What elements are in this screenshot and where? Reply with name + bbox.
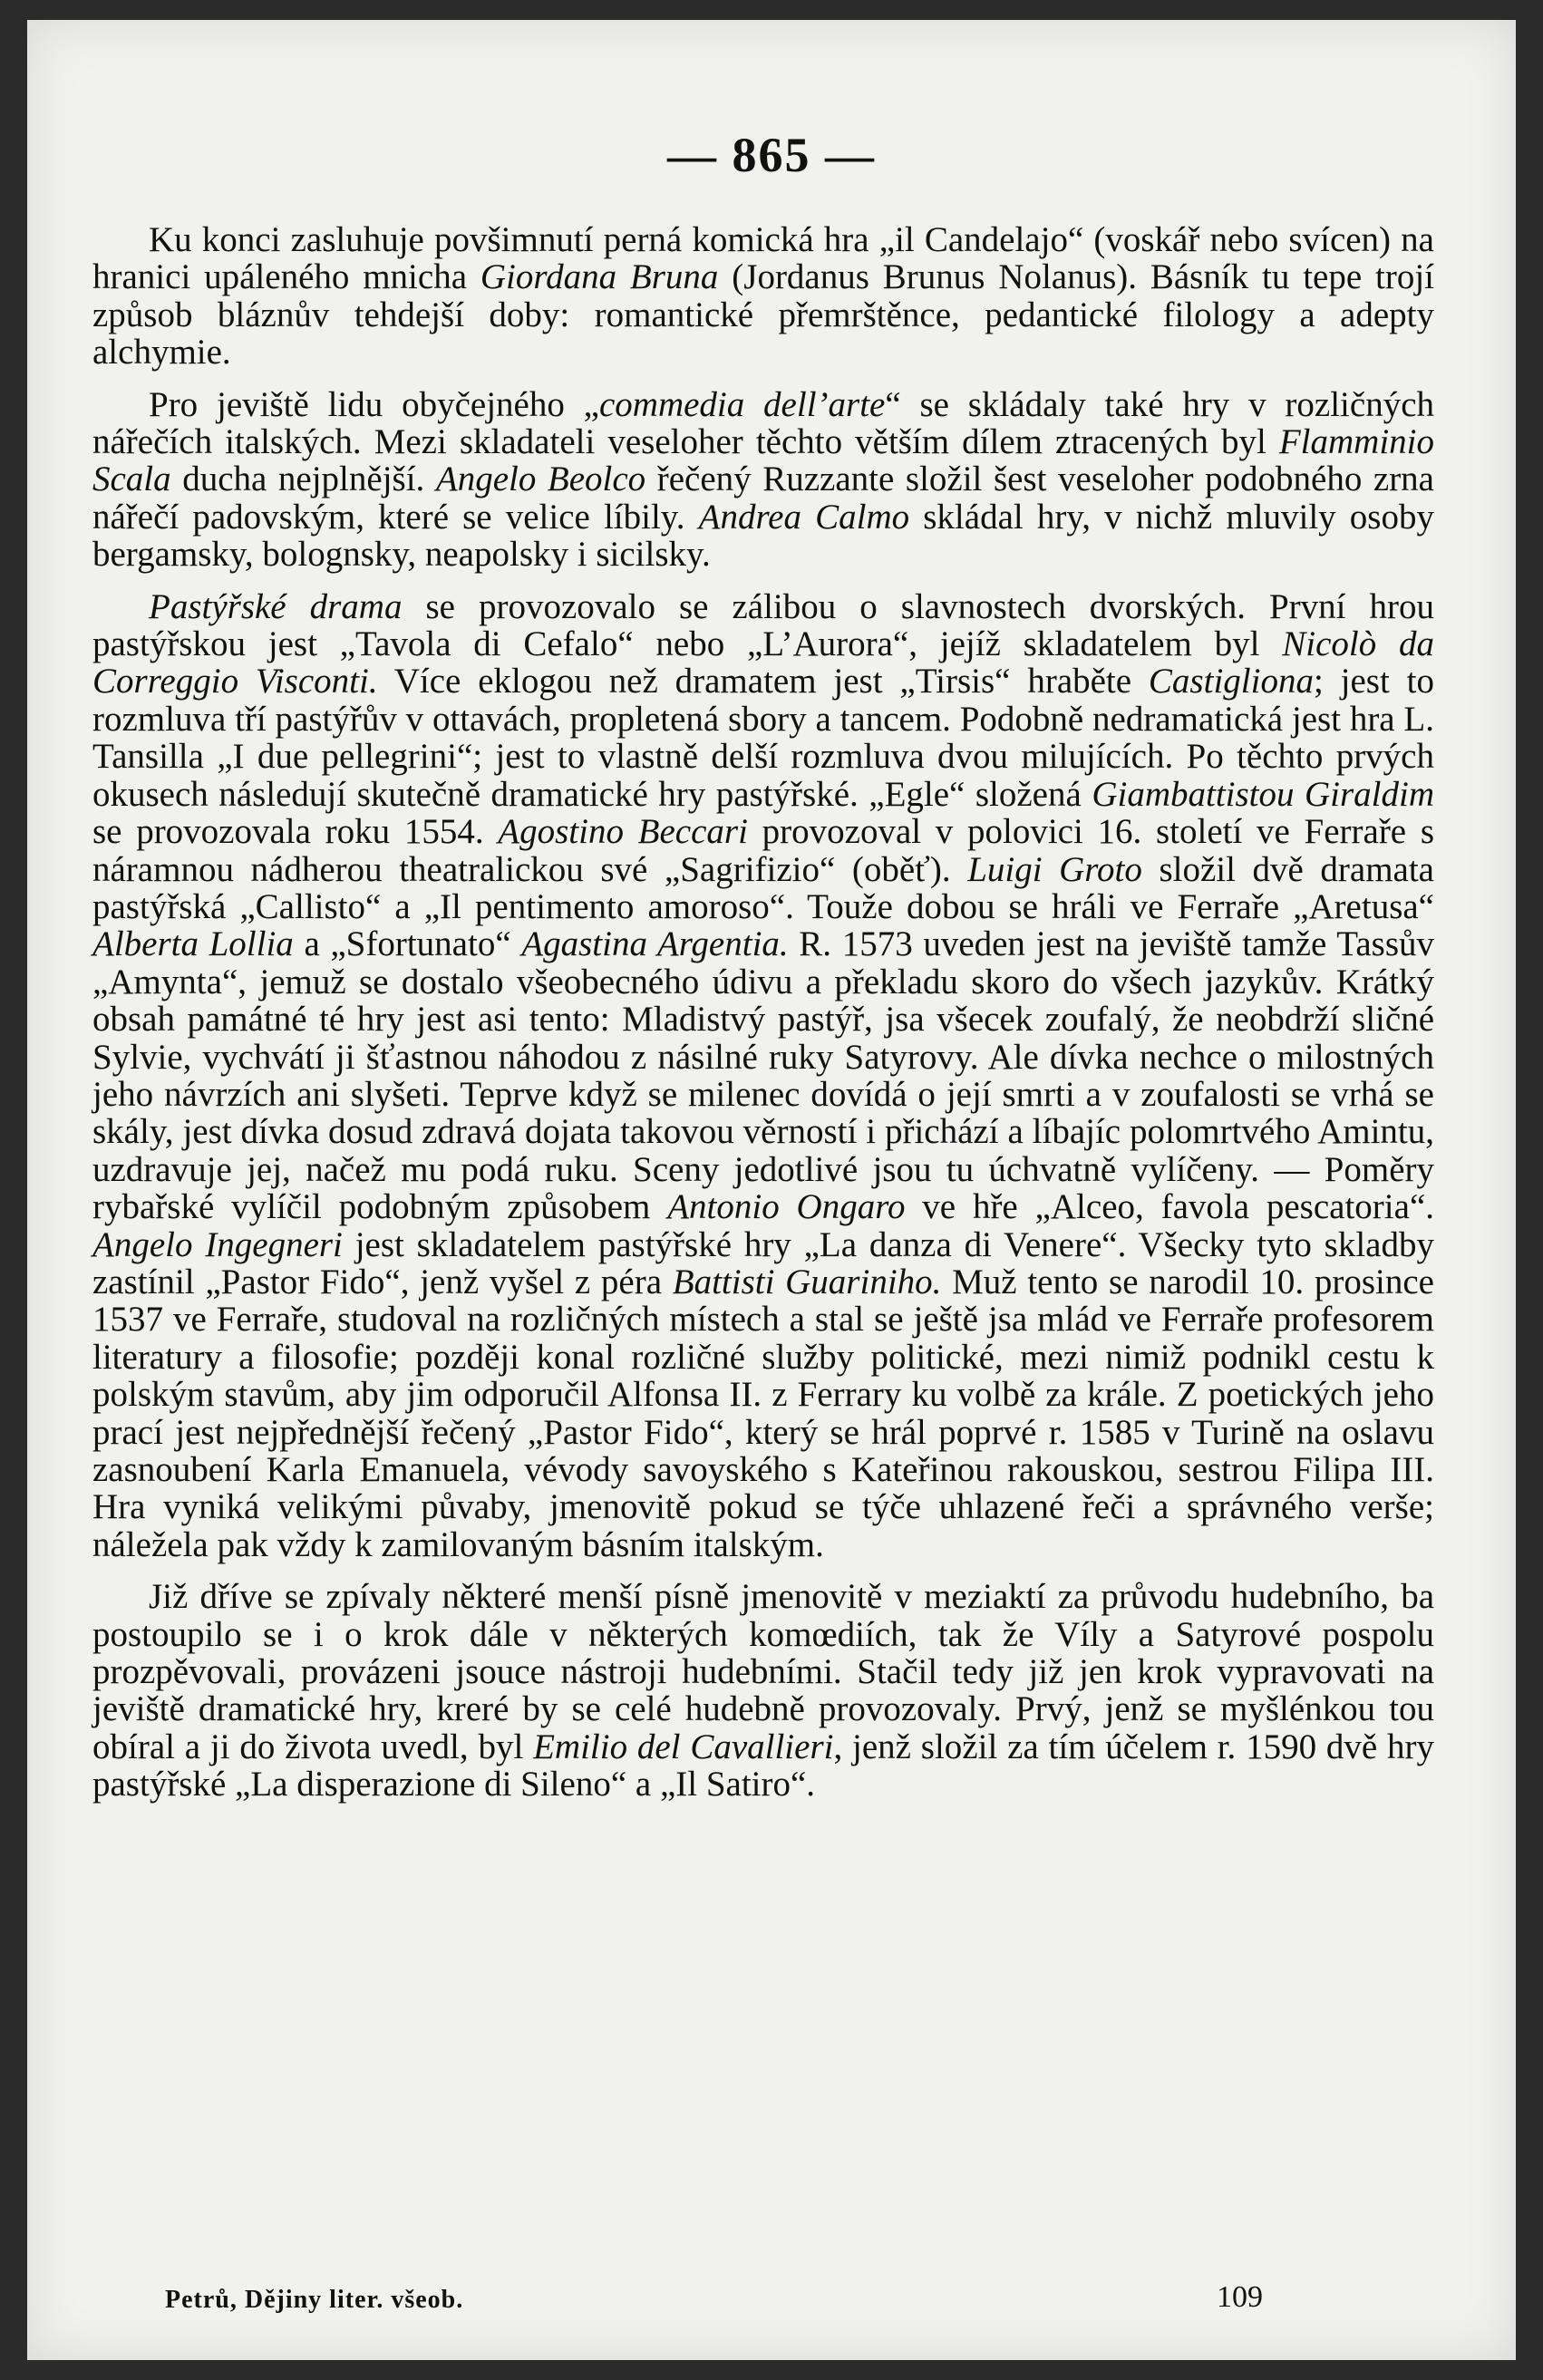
italic-name: Giambattistou Giraldim bbox=[1092, 774, 1435, 814]
text-run: řečený Ruzzante složil šest veseloher podobného zrna nářečí padovským, které se velice líbily. bbox=[92, 460, 1434, 537]
text-run: se provozovalo se zálibou o slavnostech dvorských. První hrou pastýřskou jest „Tavola di Cefalo“ nebo „L’Aurora“, jejíž skladatelem byl bbox=[92, 586, 1434, 664]
text-run: “ se skládaly také hry v rozličných nářečích italských. Mezi skladateli veseloher těchto větším dílem ztracených byl bbox=[92, 384, 1435, 462]
italic-name: Andrea Calmo bbox=[698, 497, 910, 537]
text-run: Více eklogou než dramatem jest „Tirsis“ hraběte bbox=[377, 662, 1149, 701]
text-run: ducha nejplnější. bbox=[170, 460, 436, 499]
text-run: provozoval v polovici 16. století ve Ferraře s náramnou nádherou theatralickou své „Sagrifizio“ (oběť). bbox=[92, 812, 1434, 889]
text-run: ve hře „Alceo, favola pescatoria“. bbox=[905, 1187, 1434, 1227]
body-text bbox=[92, 221, 1434, 1804]
italic-name: Luigi Groto bbox=[967, 849, 1142, 889]
text-run: (Jordanus Brunus Nolanus). Básník tu tepe trojí způsob bláznův tehdejší doby: romantické přemrštěnce, pedantické filology a adepty alchymie. bbox=[92, 257, 1434, 372]
italic-name: Flamminio Scala bbox=[92, 422, 1434, 499]
text-run: Muž tento se narodil 10. prosince 1537 ve Ferraře, studoval na rozličných místech a stal se ještě jsa mlád ve Ferraře profesorem literatury a filosofie; později konal rozličné služby politické, mezi nimiž podnikl cestu k polským stavům, aby jim odporučil Alfonsa II. z Ferrary ku volbě za krále. Z poetických jeho prací jest nejpřednější řečený „Pastor Fido“, který se hrál poprvé r. 1585 v Turině na oslavu zasnoubení Karla Emanuela, vévody savoyského s Kateřinou rakouskou, sestrou Filipa III. Hra vyniká velikými půvaby, jmenovitě pokud se týče uhlazené řeči a správného verše; náležela pak vždy k zamilovaným básním italským. bbox=[92, 1262, 1434, 1564]
paragraph bbox=[92, 588, 1434, 1564]
paragraph bbox=[92, 221, 1434, 372]
text-run: Již dříve se zpívaly některé menší písně jmenovitě v meziaktí za průvodu hudebního, ba postoupilo se i o krok dále v některých komœdiích, tak že Víly a Satyrové pospolu prozpěvovali, provázeni jsouce nástroji hudebními. Stačil tedy již jen krok vypravovati na jeviště dramatické hry, kreré by se celé hudebně provozovaly. Prvý, jenž se myšlénkou tou obíral a ji do života uvedl, byl bbox=[92, 1577, 1434, 1766]
text-run: , jenž složil za tím účelem r. 1590 dvě hry pastýřské „La disperazione di Sileno“ a „Il Satiro“. bbox=[92, 1727, 1434, 1804]
italic-name: Battisti Guariniho. bbox=[672, 1262, 942, 1301]
italic-name: Agostino Beccari bbox=[498, 812, 748, 852]
text-run: a „Sfortunato“ bbox=[293, 924, 522, 964]
paragraph bbox=[92, 386, 1434, 574]
text-run: jest skladatelem pastýřské hry „La danza di Venere“. Všecky tyto skladby zastínil „Pastor Fido“, jenž vyšel z péra bbox=[92, 1224, 1434, 1301]
italic-name: Alberta Lollia bbox=[92, 924, 294, 964]
footer-signature: Petrů, Dějiny liter. všeob. bbox=[165, 2286, 464, 2314]
italic-name: Angelo Beolco bbox=[435, 460, 646, 499]
page-footer bbox=[102, 2280, 1443, 2326]
text-run: skládal hry, v nichž mluvily osoby bergamsky, bolognsky, neapolsky i sicilsky. bbox=[92, 497, 1434, 575]
italic-name: Pastýřské drama bbox=[149, 586, 403, 626]
paragraph bbox=[92, 1578, 1434, 1803]
italic-name: Castigliona bbox=[1148, 662, 1314, 701]
italic-name: Giordana Bruna bbox=[480, 257, 719, 297]
text-run: složil dvě dramata pastýřská „Callisto“ a „Il pentimento amoroso“. Touže dobou se hráli ve Ferraře „Aretusa“ bbox=[92, 849, 1434, 926]
text-run: ; jest to rozmluva tří pastýřův v ottavách, propletená sbory a tancem. Podobně nedramatická jest hra L. Tansilla „I due pellegrini“; jest to vlastně delší rozmluva dvou milujících. Po těchto prvých okusech následují skutečně dramatické hry pastýřské. „Egle“ složená bbox=[92, 662, 1434, 814]
italic-name: Emilio del Cavallieri bbox=[533, 1727, 834, 1766]
book-page bbox=[27, 20, 1516, 2360]
text-run: Ku konci zasluhuje povšimnutí perná komická hra „il Candelajo“ (voskář nebo svícen) na hranici upáleného mnicha bbox=[92, 220, 1434, 297]
italic-name: Agastina Argentia. bbox=[521, 924, 789, 964]
italic-name: Angelo Ingegneri bbox=[92, 1224, 343, 1264]
italic-name: commedia dell’arte bbox=[598, 384, 886, 424]
italic-name: Nicolò da Correggio Visconti. bbox=[92, 624, 1434, 701]
sheet-number: 109 bbox=[1217, 2280, 1263, 2314]
page-number-header: — 865 — bbox=[667, 128, 876, 182]
text-run: Pro jeviště lidu obyčejného „ bbox=[149, 384, 599, 424]
text-run: se provozovala roku 1554. bbox=[92, 812, 499, 852]
text-run: R. 1573 uveden jest na jeviště tamže Tassův „Amynta“, jemuž se dostalo všeobecného údivu a překladu skoro do všech jazykův. Krátký obsah památné té hry jest asi tento: Mladistvý pastýř, jsa všecek zoufalý, že neobdrží sličné Sylvie, vychvátí ji šťastnou náhodou z násilné ruky Satyrovy. Ale dívka nechce o milostných jeho návrzích ani slyšeti. Teprve když se milenec dovídá o její smrti a v zoufalosti se vrhá se skály, jest dívka dosud zdravá dojata takovou věrností i přichází a líbajíc polomrtvého Amintu, uzdravuje jej, načež mu podá ruku. Sceny jedotlivé jsou tu úchvatně vylíčeny. — Poměry rybařské vylíčil podobným způsobem bbox=[92, 924, 1435, 1227]
italic-name: Antonio Ongaro bbox=[667, 1187, 906, 1227]
